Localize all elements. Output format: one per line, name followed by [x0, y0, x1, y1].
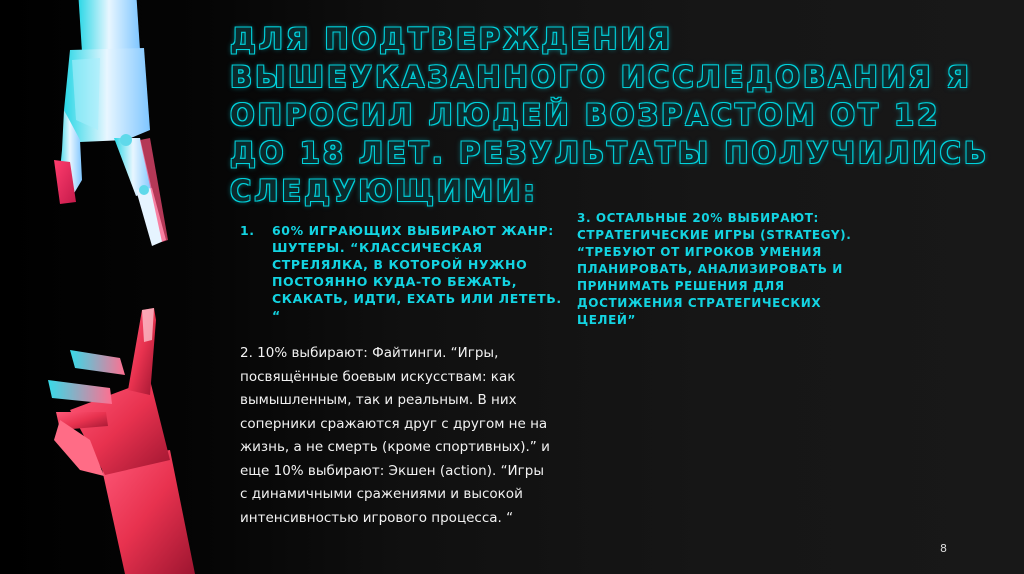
- robot-hand-image: [40, 0, 180, 260]
- paragraph-strategy: 3. ОСТАЛЬНЫЕ 20% ВЫБИРАЮТ: СТРАТЕГИЧЕСКИЕ ИГРЫ (STRATEGY). “ТРЕБУЮТ ОТ ИГРОКОВ УМЕНИЯ ПЛАНИРОВАТЬ, АНАЛИЗИРОВАТЬ И ПРИНИМАТЬ РЕШЕНИЯ ДЛЯ ДОСТИЖЕНИЯ СТРАТЕГИЧЕСКИХ ЦЕЛЕЙ”: [577, 211, 852, 327]
- paragraph-fighting-action: 2. 10% выбирают: Файтинги. “Игры, посвящённые боевым искусствам: как вымышленным, так и реальным. В них соперники сражаются друг с другом не на жизнь, а не смерть (кроме спортивных).” и еще 10% выбирают: Экшен (action). “Игры с динамичными сражениями и высокой интенсивностью игрового процесса. “: [240, 345, 550, 526]
- human-hand-image: [30, 300, 200, 574]
- list-item-shooters: [240, 222, 570, 324]
- right-column: [577, 210, 877, 329]
- left-column: [240, 222, 570, 530]
- slide-title: ДЛЯ ПОДТВЕРЖДЕНИЯ ВЫШЕУКАЗАННОГО ИССЛЕДОВАНИЯ Я ОПРОСИЛ ЛЮДЕЙ ВОЗРАСТОМ ОТ 12 ДО 18 ЛЕТ. РЕЗУЛЬТАТЫ ПОЛУЧИЛИСЬ СЛЕДУЮЩИМИ:: [230, 22, 990, 208]
- list-item-text: 60% ИГРАЮЩИХ ВЫБИРАЮТ ЖАНР: ШУТЕРЫ. “КЛАССИЧЕСКАЯ СТРЕЛЯЛКА, В КОТОРОЙ НУЖНО ПОСТОЯННО КУДА-ТО БЕЖАТЬ, СКАКАТЬ, ИДТИ, ЕХАТЬ ИЛИ ЛЕТЕТЬ. “: [272, 223, 562, 323]
- list-item-number: 1.: [240, 223, 255, 238]
- page-number: 8: [940, 542, 947, 555]
